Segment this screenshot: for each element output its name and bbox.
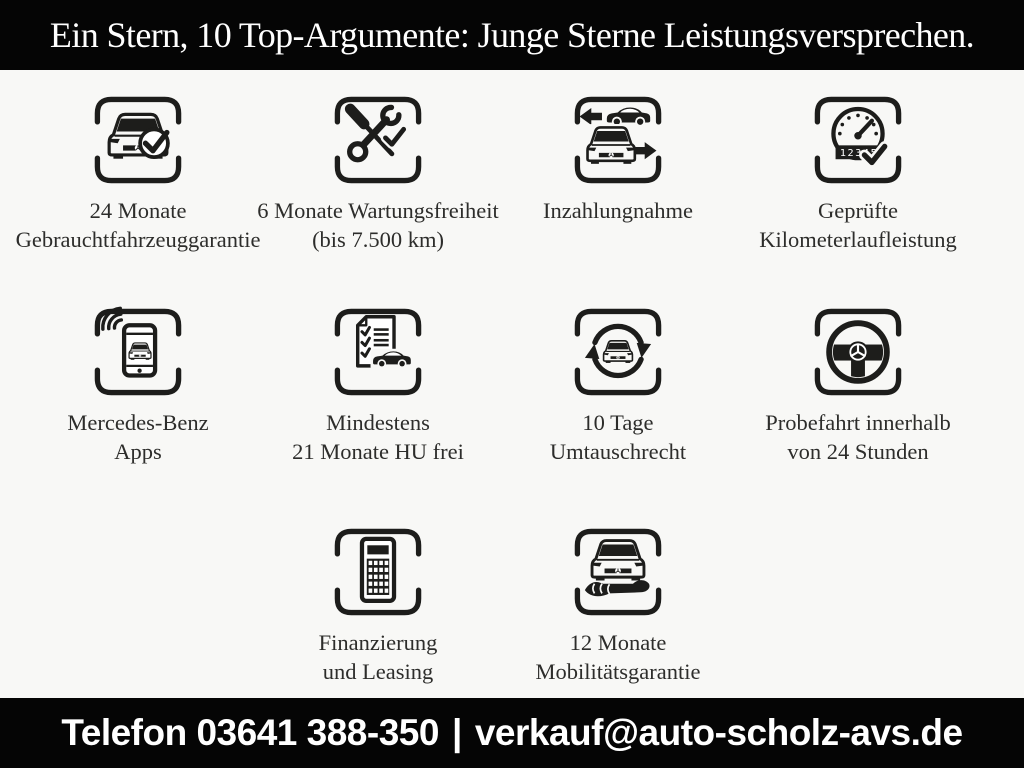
tile-label-line1: Finanzierung bbox=[318, 630, 438, 655]
trade-in-cars-icon bbox=[571, 93, 665, 187]
tile-label-line1: Mindestens bbox=[326, 410, 430, 435]
benefit-tile-hu bbox=[258, 305, 498, 466]
steering-wheel-icon bbox=[811, 305, 905, 399]
benefit-tile-apps bbox=[18, 305, 258, 466]
car-hand-icon bbox=[571, 525, 665, 619]
tile-label-line1: 10 Tage bbox=[582, 410, 654, 435]
benefit-tile-trade-in bbox=[498, 93, 738, 254]
tile-label-line2: Gebrauchtfahrzeuggarantie bbox=[15, 227, 261, 252]
tools-check-icon bbox=[331, 93, 425, 187]
tile-label-line1: 24 Monate bbox=[89, 198, 187, 223]
headline-text: Ein Stern, 10 Top-Argumente: Junge Sterne Leistungsversprechen. bbox=[49, 15, 975, 55]
benefit-tile-test-drive bbox=[738, 305, 978, 466]
tile-label-line2: Apps bbox=[114, 439, 162, 464]
benefit-tile-financing bbox=[258, 525, 498, 686]
tile-label-line1: Inzahlungnahme bbox=[543, 198, 693, 223]
car-check-icon bbox=[91, 93, 185, 187]
tile-label-line2: Kilometerlaufleistung bbox=[759, 227, 957, 252]
odometer-digits: 12345 bbox=[839, 148, 879, 160]
benefit-tile-maintenance bbox=[258, 93, 498, 254]
smartphone-apps-icon bbox=[91, 305, 185, 399]
phone-text: Telefon 03641 388-350 bbox=[61, 712, 439, 753]
tile-label-line1: 6 Monate Wartungsfreiheit bbox=[257, 198, 499, 223]
tile-label-line2: Umtauschrecht bbox=[549, 439, 687, 464]
tile-label-line2: 21 Monate HU frei bbox=[292, 439, 464, 464]
benefits-grid bbox=[0, 70, 1024, 698]
benefit-tile-warranty bbox=[15, 93, 261, 254]
tile-label-line2: (bis 7.500 km) bbox=[312, 227, 444, 252]
footer-bar bbox=[0, 698, 1024, 768]
benefit-tile-mileage bbox=[738, 93, 978, 254]
tile-label-line2: und Leasing bbox=[322, 659, 434, 684]
tile-label-line2: von 24 Stunden bbox=[787, 439, 929, 464]
tile-label-line1: Probefahrt innerhalb bbox=[765, 410, 951, 435]
tile-label-line1: 12 Monate bbox=[569, 630, 667, 655]
email-text: verkauf@auto-scholz-avs.de bbox=[474, 712, 963, 753]
calculator-icon bbox=[331, 525, 425, 619]
header-bar bbox=[0, 0, 1024, 70]
benefit-tile-exchange bbox=[498, 305, 738, 466]
tile-label-line1: Mercedes-Benz bbox=[67, 410, 209, 435]
speedometer-check-icon bbox=[811, 93, 905, 187]
checklist-car-icon bbox=[331, 305, 425, 399]
car-exchange-icon bbox=[571, 305, 665, 399]
tile-label-line1: Geprüfte bbox=[818, 198, 898, 223]
benefit-tile-mobility bbox=[498, 525, 738, 686]
separator: | bbox=[451, 712, 462, 753]
tile-label-line2: Mobilitätsgarantie bbox=[535, 659, 701, 684]
